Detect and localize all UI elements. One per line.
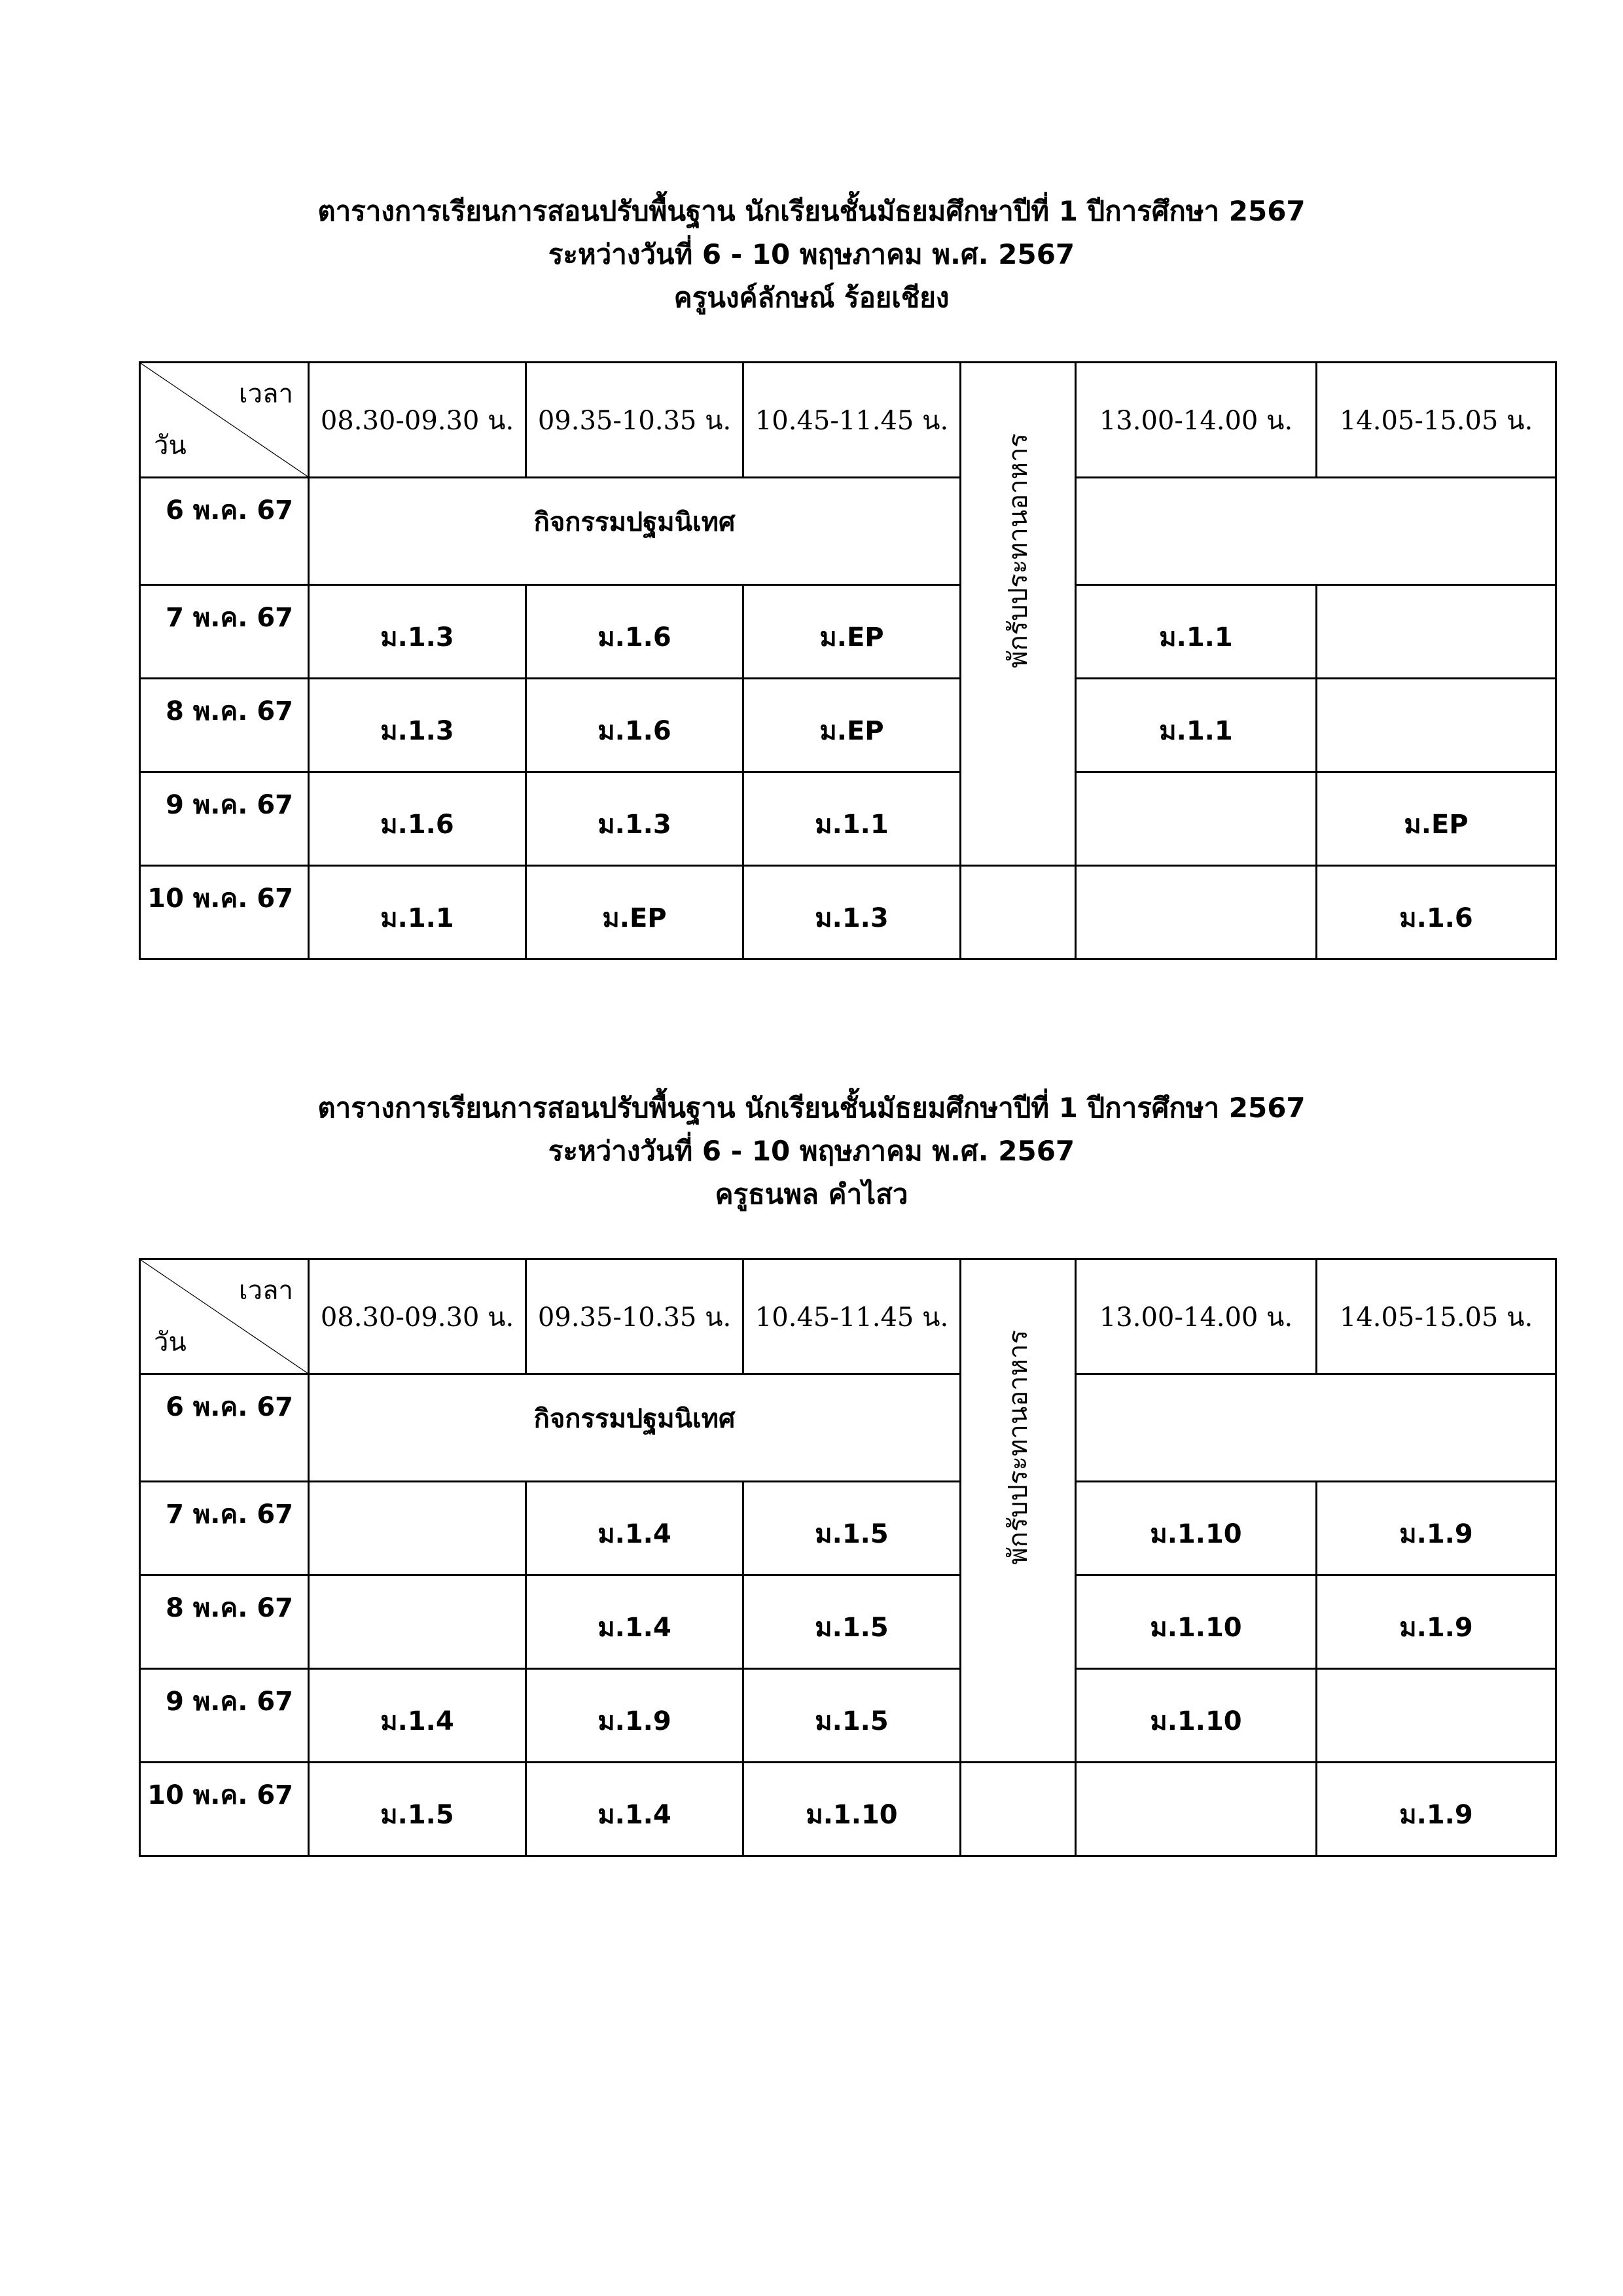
corner-cell [140, 363, 309, 478]
class-cell: ม.1.1 [309, 866, 526, 960]
class-cell: ม.1.10 [1076, 1669, 1317, 1763]
day-label: 10 พ.ค. 67 [140, 866, 309, 960]
schedule-title: ตารางการเรียนการสอนปรับพื้นฐาน นักเรียนชั้นมัธยมศึกษาปีที่ 1 ปีการศึกษา 2567 [317, 1092, 1306, 1124]
class-cell: ม.1.10 [1076, 1482, 1317, 1575]
class-cell: ม.1.4 [526, 1482, 743, 1575]
timeslot-header: 10.45-11.45 น. [743, 1259, 961, 1374]
table-row [140, 1575, 1556, 1669]
class-cell [309, 1575, 526, 1669]
schedule-period: ระหว่างวันที่ 6 - 10 พฤษภาคม พ.ศ. 2567 [548, 1135, 1075, 1167]
class-cell [1317, 1669, 1556, 1763]
day-label: 8 พ.ค. 67 [140, 679, 309, 772]
header-row [140, 363, 1556, 478]
lunch-break-label: พักรับประทานอาหาร [1003, 1329, 1033, 1565]
corner-time-label: เวลา [238, 1276, 293, 1306]
day-label: 7 พ.ค. 67 [140, 585, 309, 679]
class-cell: ม.EP [743, 585, 961, 679]
teacher-name: ครูนงค์ลักษณ์ ร้อยเชียง [673, 281, 950, 314]
class-cell: ม.EP [1317, 772, 1556, 866]
class-cell: ม.1.3 [743, 866, 961, 960]
day-label: 8 พ.ค. 67 [140, 1575, 309, 1669]
corner-day-label: วัน [154, 431, 187, 461]
class-cell: ม.EP [526, 866, 743, 960]
class-cell [1076, 1763, 1317, 1856]
empty-cell [1076, 1374, 1556, 1482]
class-cell: ม.1.9 [526, 1669, 743, 1763]
timeslot-header: 09.35-10.35 น. [526, 1259, 743, 1374]
class-cell [1317, 585, 1556, 679]
table-row [140, 1482, 1556, 1575]
table-row [140, 679, 1556, 772]
class-cell [1076, 772, 1317, 866]
class-cell [309, 1482, 526, 1575]
timeslot-header: 13.00-14.00 น. [1076, 1259, 1317, 1374]
class-cell: ม.1.3 [309, 585, 526, 679]
lunch-break-cell [961, 1259, 1076, 1763]
empty-cell [961, 866, 1076, 960]
corner-time-label: เวลา [238, 379, 293, 409]
schedule-table [139, 361, 1557, 960]
schedule-heading [0, 1086, 1623, 1216]
class-cell: ม.1.4 [526, 1575, 743, 1669]
table-row [140, 1374, 1556, 1482]
class-cell: ม.1.9 [1317, 1763, 1556, 1856]
day-label: 10 พ.ค. 67 [140, 1763, 309, 1856]
orientation-activity: กิจกรรมปฐมนิเทศ [309, 1374, 961, 1482]
day-label: 9 พ.ค. 67 [140, 1669, 309, 1763]
class-cell: ม.1.9 [1317, 1482, 1556, 1575]
corner-day-label: วัน [154, 1327, 187, 1357]
schedule-period: ระหว่างวันที่ 6 - 10 พฤษภาคม พ.ศ. 2567 [548, 238, 1075, 270]
class-cell: ม.1.6 [309, 772, 526, 866]
timeslot-header: 09.35-10.35 น. [526, 363, 743, 478]
day-label: 6 พ.ค. 67 [140, 1374, 309, 1482]
class-cell: ม.1.6 [1317, 866, 1556, 960]
schedule-section-1 [0, 190, 1623, 933]
class-cell: ม.1.1 [1076, 585, 1317, 679]
timeslot-header: 08.30-09.30 น. [309, 1259, 526, 1374]
class-cell: ม.1.4 [309, 1669, 526, 1763]
lunch-break-cell [961, 363, 1076, 866]
schedule-heading [0, 190, 1623, 319]
class-cell: ม.1.4 [526, 1763, 743, 1856]
table-row [140, 478, 1556, 585]
corner-cell [140, 1259, 309, 1374]
table-row [140, 866, 1556, 960]
timeslot-header: 10.45-11.45 น. [743, 363, 961, 478]
table-row [140, 1763, 1556, 1856]
table-row [140, 585, 1556, 679]
schedule-section-2 [0, 1086, 1623, 1830]
class-cell [1076, 866, 1317, 960]
class-cell: ม.1.10 [743, 1763, 961, 1856]
orientation-activity: กิจกรรมปฐมนิเทศ [309, 478, 961, 585]
header-row [140, 1259, 1556, 1374]
class-cell: ม.1.1 [743, 772, 961, 866]
lunch-break-label: พักรับประทานอาหาร [1003, 433, 1033, 668]
class-cell: ม.EP [743, 679, 961, 772]
schedule-table [139, 1258, 1557, 1857]
class-cell: ม.1.6 [526, 585, 743, 679]
timeslot-header: 13.00-14.00 น. [1076, 363, 1317, 478]
day-label: 6 พ.ค. 67 [140, 478, 309, 585]
class-cell: ม.1.5 [309, 1763, 526, 1856]
teacher-name: ครูธนพล คำไสว [715, 1178, 908, 1210]
class-cell: ม.1.5 [743, 1575, 961, 1669]
class-cell: ม.1.1 [1076, 679, 1317, 772]
timeslot-header: 14.05-15.05 น. [1317, 363, 1556, 478]
empty-cell [961, 1763, 1076, 1856]
table-row [140, 1669, 1556, 1763]
class-cell: ม.1.9 [1317, 1575, 1556, 1669]
day-label: 9 พ.ค. 67 [140, 772, 309, 866]
table-row [140, 772, 1556, 866]
class-cell: ม.1.6 [526, 679, 743, 772]
class-cell: ม.1.10 [1076, 1575, 1317, 1669]
timeslot-header: 14.05-15.05 น. [1317, 1259, 1556, 1374]
class-cell: ม.1.3 [309, 679, 526, 772]
class-cell: ม.1.3 [526, 772, 743, 866]
class-cell [1317, 679, 1556, 772]
schedule-title: ตารางการเรียนการสอนปรับพื้นฐาน นักเรียนชั้นมัธยมศึกษาปีที่ 1 ปีการศึกษา 2567 [317, 195, 1306, 227]
day-label: 7 พ.ค. 67 [140, 1482, 309, 1575]
class-cell: ม.1.5 [743, 1669, 961, 1763]
class-cell: ม.1.5 [743, 1482, 961, 1575]
empty-cell [1076, 478, 1556, 585]
timeslot-header: 08.30-09.30 น. [309, 363, 526, 478]
